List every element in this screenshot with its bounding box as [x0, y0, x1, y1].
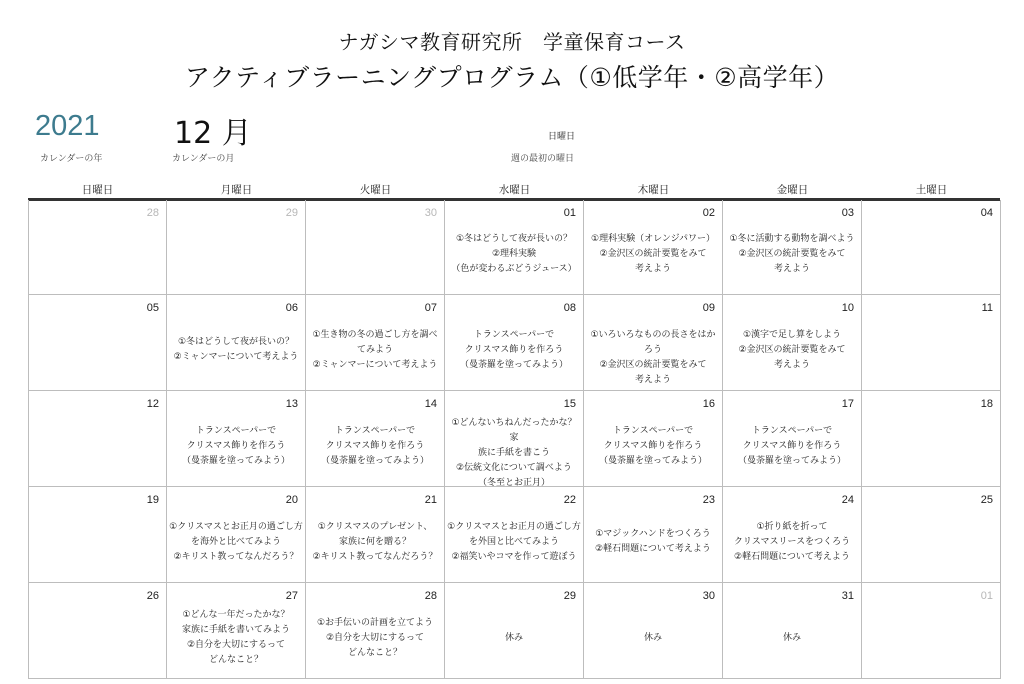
day-number: 07 — [424, 302, 437, 314]
day-event-text: トランスペーパーで クリスマス飾りを作ろう （曼荼羅を塗ってみよう） — [737, 426, 846, 466]
day-cell[interactable] — [167, 391, 306, 487]
day-number: 18 — [980, 398, 993, 410]
day-event-text: ①お手伝いの計画を立てよう ②自分を大切にするって どんなこと？ — [316, 618, 434, 658]
day-event-text: 休み — [782, 633, 801, 643]
day-number: 14 — [424, 398, 437, 410]
day-cell[interactable] — [28, 487, 167, 583]
day-number: 28 — [146, 207, 159, 219]
day-number: 22 — [563, 494, 576, 506]
day-event-text: ①冬に活動する動物を調べよう ②金沢区の統計要覧をみて 考えよう — [729, 234, 855, 274]
calendar-year-label: カレンダーの年 — [40, 154, 103, 164]
weekday-header: 土曜日 — [915, 184, 948, 196]
day-event-text: ①どんないちねんだったかな？家 族に手紙を書こう ②伝統文化について調べよう （冬至とお正月） — [451, 418, 577, 488]
day-event-text: トランスペーパーで クリスマス飾りを作ろう （曼荼羅を塗ってみよう） — [320, 426, 429, 466]
day-event-text: ①冬はどうして夜が長いの？ ②理科実験 （色が変わるぶどうジュース） — [451, 234, 577, 274]
weekday-header: 水曜日 — [498, 184, 531, 196]
weekday-header: 月曜日 — [220, 184, 253, 196]
day-cell[interactable] — [445, 583, 584, 679]
day-number: 26 — [146, 590, 159, 602]
day-cell[interactable] — [167, 200, 306, 295]
calendar-month-label: カレンダーの月 — [172, 154, 235, 164]
day-event-text: ①クリスマスのプレゼント、 家族に何を贈る？ ②キリスト教ってなんだろう？ — [312, 522, 438, 562]
day-number: 01 — [980, 590, 993, 602]
day-number: 08 — [563, 302, 576, 314]
day-number: 15 — [563, 398, 576, 410]
day-event-text: ①生き物の冬の過ごし方を調べ てみよう ②ミャンマーについて考えよう — [312, 330, 438, 370]
day-cell[interactable] — [445, 391, 584, 487]
day-event-text: ①漢字で足し算をしよう ②金沢区の統計要覧をみて 考えよう — [738, 330, 846, 370]
day-number: 31 — [841, 590, 854, 602]
day-event-text: ①理科実験（オレンジパワー） ②金沢区の統計要覧をみて 考えよう — [591, 234, 715, 274]
day-number: 17 — [841, 398, 854, 410]
day-event-text: ①折り紙を折って クリスマスリースをつくろう ②軽石問題について考えよう — [733, 522, 851, 562]
day-cell[interactable] — [306, 200, 445, 295]
day-event-text: ①冬はどうして夜が長いの？ ②ミャンマーについて考えよう — [173, 337, 299, 362]
day-cell[interactable] — [306, 295, 445, 391]
day-number: 13 — [285, 398, 298, 410]
day-cell[interactable] — [584, 295, 723, 391]
day-cell[interactable] — [167, 295, 306, 391]
weekday-header: 木曜日 — [637, 184, 670, 196]
day-number: 01 — [563, 207, 576, 219]
day-cell[interactable] — [167, 487, 306, 583]
day-number: 09 — [702, 302, 715, 314]
day-cell[interactable] — [445, 487, 584, 583]
day-event-text: ①いろいろなものの長さをはかろう ②金沢区の統計要覧をみて 考えよう — [590, 330, 716, 385]
week-start-value: 日曜日 — [548, 132, 576, 142]
day-cell[interactable] — [28, 391, 167, 487]
day-number: 30 — [702, 590, 715, 602]
day-event-text: 休み — [643, 633, 662, 643]
day-number: 29 — [285, 207, 298, 219]
week-start-label: 週の最初の曜日 — [511, 154, 575, 164]
day-cell[interactable] — [306, 487, 445, 583]
day-number: 11 — [981, 302, 993, 314]
day-cell[interactable] — [862, 295, 1001, 391]
calendar-year: 2021 — [35, 110, 100, 142]
weekday-header: 金曜日 — [776, 184, 809, 196]
day-cell[interactable] — [862, 487, 1001, 583]
day-number: 05 — [146, 302, 159, 314]
day-event-text: ①クリスマスとお正月の過ごし方 を外国と比べてみよう ②福笑いやコマを作って遊ぼう — [447, 522, 581, 562]
day-number: 04 — [980, 207, 993, 219]
day-number: 30 — [424, 207, 437, 219]
day-event-text: ①クリスマスとお正月の過ごし方 を海外と比べてみよう ②キリスト教ってなんだろう？ — [169, 522, 303, 562]
day-cell[interactable] — [584, 391, 723, 487]
day-cell[interactable] — [862, 200, 1001, 295]
day-event-text: トランスペーパーで クリスマス飾りを作ろう （曼荼羅を塗ってみよう） — [598, 426, 707, 466]
day-event-text: トランスペーパーで クリスマス飾りを作ろう （曼荼羅を塗ってみよう） — [181, 426, 290, 466]
day-cell[interactable] — [862, 391, 1001, 487]
day-number: 16 — [702, 398, 715, 410]
day-number: 19 — [146, 494, 159, 506]
day-number: 03 — [841, 207, 854, 219]
day-number: 28 — [424, 590, 437, 602]
day-cell[interactable] — [584, 487, 723, 583]
day-cell[interactable] — [723, 391, 862, 487]
day-number: 23 — [702, 494, 715, 506]
day-cell[interactable] — [584, 583, 723, 679]
day-cell[interactable] — [167, 583, 306, 679]
day-cell[interactable] — [28, 295, 167, 391]
day-cell[interactable] — [445, 295, 584, 391]
day-cell[interactable] — [723, 295, 862, 391]
day-number: 27 — [285, 590, 298, 602]
weekday-header: 日曜日 — [81, 184, 114, 196]
day-number: 12 — [146, 398, 159, 410]
day-cell[interactable] — [723, 583, 862, 679]
day-number: 10 — [841, 302, 854, 314]
day-number: 25 — [980, 494, 993, 506]
header-title-line1: ナガシマ教育研究所 学童保育コース — [338, 30, 686, 54]
header-title-line2: アクティブラーニングプログラム（①低学年・②高学年） — [184, 63, 840, 92]
day-cell[interactable] — [723, 487, 862, 583]
day-number: 06 — [285, 302, 298, 314]
day-cell[interactable] — [306, 583, 445, 679]
day-number: 02 — [702, 207, 715, 219]
day-cell[interactable] — [584, 200, 723, 295]
day-cell[interactable] — [306, 391, 445, 487]
day-number: 29 — [563, 590, 576, 602]
weekday-header: 火曜日 — [359, 184, 392, 196]
day-number: 24 — [841, 494, 854, 506]
day-event-text: 休み — [504, 633, 523, 643]
day-event-text: トランスペーパーで クリスマス飾りを作ろう （曼荼羅を塗ってみよう） — [459, 330, 568, 370]
day-event-text: ①どんな一年だったかな？ 家族に手紙を書いてみよう ②自分を大切にするって どんなこと？ — [181, 610, 290, 665]
day-cell[interactable] — [862, 583, 1001, 679]
day-cell[interactable] — [445, 200, 584, 295]
day-cell[interactable] — [28, 200, 167, 295]
day-cell[interactable] — [723, 200, 862, 295]
calendar-month: 12 月 — [174, 116, 252, 151]
day-number: 21 — [424, 494, 437, 506]
day-number: 20 — [285, 494, 298, 506]
day-cell[interactable] — [28, 583, 167, 679]
day-event-text: ①マジックハンドをつくろう ②軽石問題について考えよう — [595, 529, 711, 554]
